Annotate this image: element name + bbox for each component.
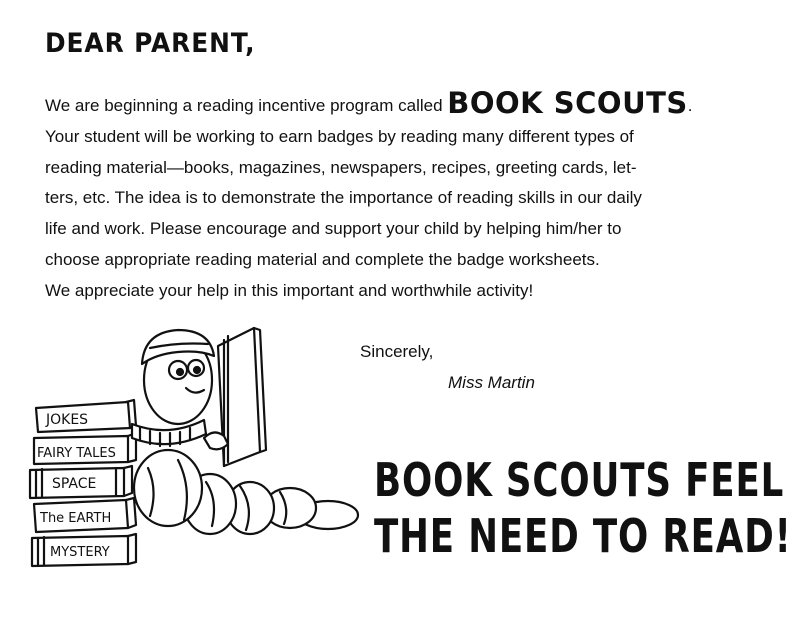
worm-body	[134, 450, 358, 534]
letter-signature: Miss Martin	[448, 373, 535, 392]
body-line: Your student will be working to earn badges by reading many different types of	[45, 126, 634, 146]
slogan-line-1: BOOK SCOUTS FEEL	[374, 453, 785, 507]
program-name: BOOK SCOUTS	[447, 86, 688, 120]
bookworm-illustration	[28, 320, 373, 580]
body-line: reading material—books, magazines, newspapers, recipes, greeting cards, let-	[45, 157, 637, 177]
body-line: life and work. Please encourage and support your child by helping him/her to	[45, 219, 622, 239]
book-title-jokes: JOKES	[46, 412, 89, 428]
body-line: choose appropriate reading material and complete the badge worksheets.	[45, 249, 600, 269]
letter-greeting: DEAR PARENT,	[45, 28, 256, 59]
book-stack	[30, 400, 136, 566]
worm-head	[142, 330, 214, 424]
slogan-line-2: THE NEED TO READ!	[374, 509, 792, 563]
body-line: ters, etc. The idea is to demonstrate the importance of reading skills in our daily	[45, 188, 642, 208]
book-title-fairy-tales: FAIRY TALES	[37, 446, 116, 461]
intro-text: We are beginning a reading incentive program called	[45, 96, 448, 115]
intro-end: .	[687, 96, 693, 115]
worm-scarf	[132, 420, 206, 446]
book-title-space: SPACE	[52, 476, 97, 492]
intro-line	[45, 88, 785, 122]
letter-closing: Sincerely,	[360, 342, 434, 361]
worm-hand	[204, 432, 228, 449]
slogan	[374, 452, 792, 564]
letter-body	[45, 88, 785, 307]
body-line: We appreciate your help in this important and worthwhile activity!	[45, 280, 534, 300]
book-title-earth: The EARTH	[40, 511, 112, 526]
book-title-mystery: MYSTERY	[50, 545, 110, 560]
